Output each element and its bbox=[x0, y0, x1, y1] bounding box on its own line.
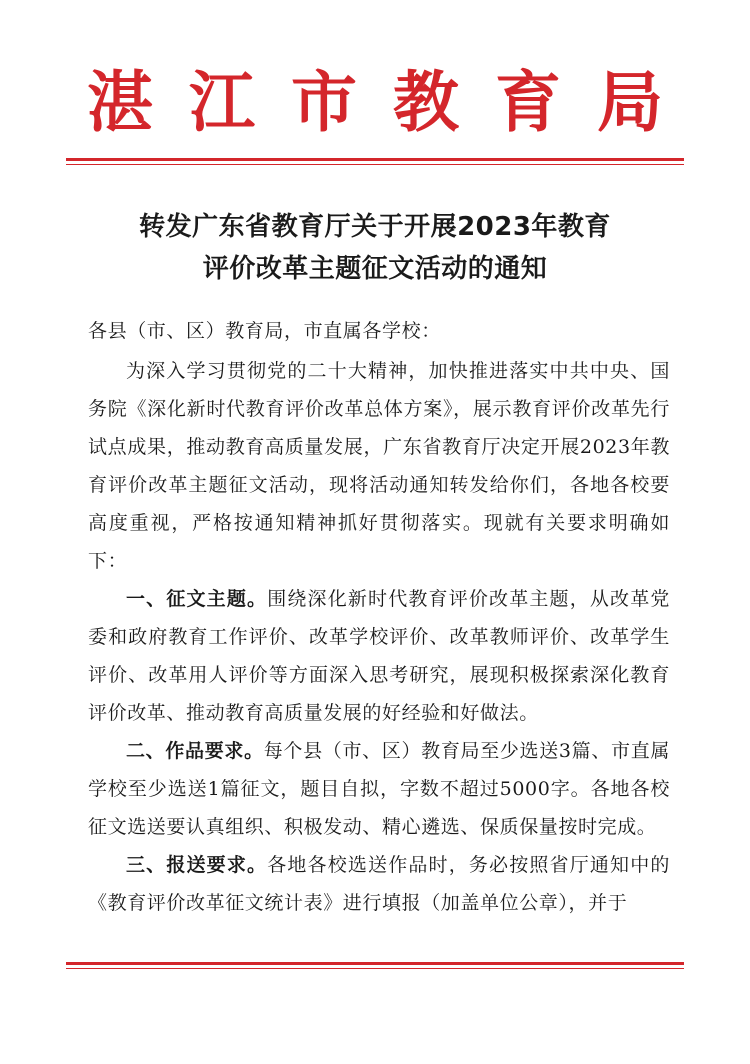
paragraph-lead: 一、征文主题。 bbox=[126, 588, 268, 610]
paragraph-intro bbox=[88, 352, 670, 580]
document-body bbox=[88, 312, 670, 922]
paragraph-text: 各地各校选送作品时，务必按照省厅通知中的《教育评价改革征文统计表》进行填报（加盖单位公章），并于 bbox=[88, 854, 670, 914]
paragraph-submission bbox=[88, 846, 670, 922]
footer-divider bbox=[66, 962, 684, 969]
document-title bbox=[70, 206, 680, 290]
paragraph-lead: 三、报送要求。 bbox=[126, 854, 268, 876]
document-title-line-2: 评价改革主题征文活动的通知 bbox=[202, 254, 548, 284]
paragraph-requirements bbox=[88, 732, 670, 846]
paragraph-theme bbox=[88, 580, 670, 732]
masthead-title: 湛江市教育局 bbox=[87, 63, 699, 141]
paragraph-text: 为深入学习贯彻党的二十大精神，加快推进落实中共中央、国务院《深化新时代教育评价改革总体方案》，展示教育评价改革先行试点成果，推动教育高质量发展，广东省教育厅决定开展2023年教育评价改革主题征文活动，现将活动通知转发给你们，各地各校要高度重视，严格按通知精神抓好贯彻落实。现就有关要求明确如下： bbox=[88, 360, 670, 572]
paragraph-lead: 二、作品要求。 bbox=[126, 740, 264, 762]
paragraph-text: 围绕深化新时代教育评价改革主题，从改革党委和政府教育工作评价、改革学校评价、改革教师评价、改革学生评价、改革用人评价等方面深入思考研究，展现积极探索深化教育评价改革、推动教育高质量发展的好经验和好做法。 bbox=[88, 588, 670, 724]
salutation: 各县（市、区）教育局，市直属各学校： bbox=[88, 320, 441, 342]
document-title-line-1: 转发广东省教育厅关于开展2023年教育 bbox=[139, 212, 611, 242]
paragraph-text: 每个县（市、区）教育局至少选送3篇、市直属学校至少选送1篇征文，题目自拟，字数不超过5000字。各地各校征文选送要认真组织、积极发动、精心遴选、保质保量按时完成。 bbox=[88, 740, 670, 838]
masthead-divider bbox=[66, 158, 684, 165]
